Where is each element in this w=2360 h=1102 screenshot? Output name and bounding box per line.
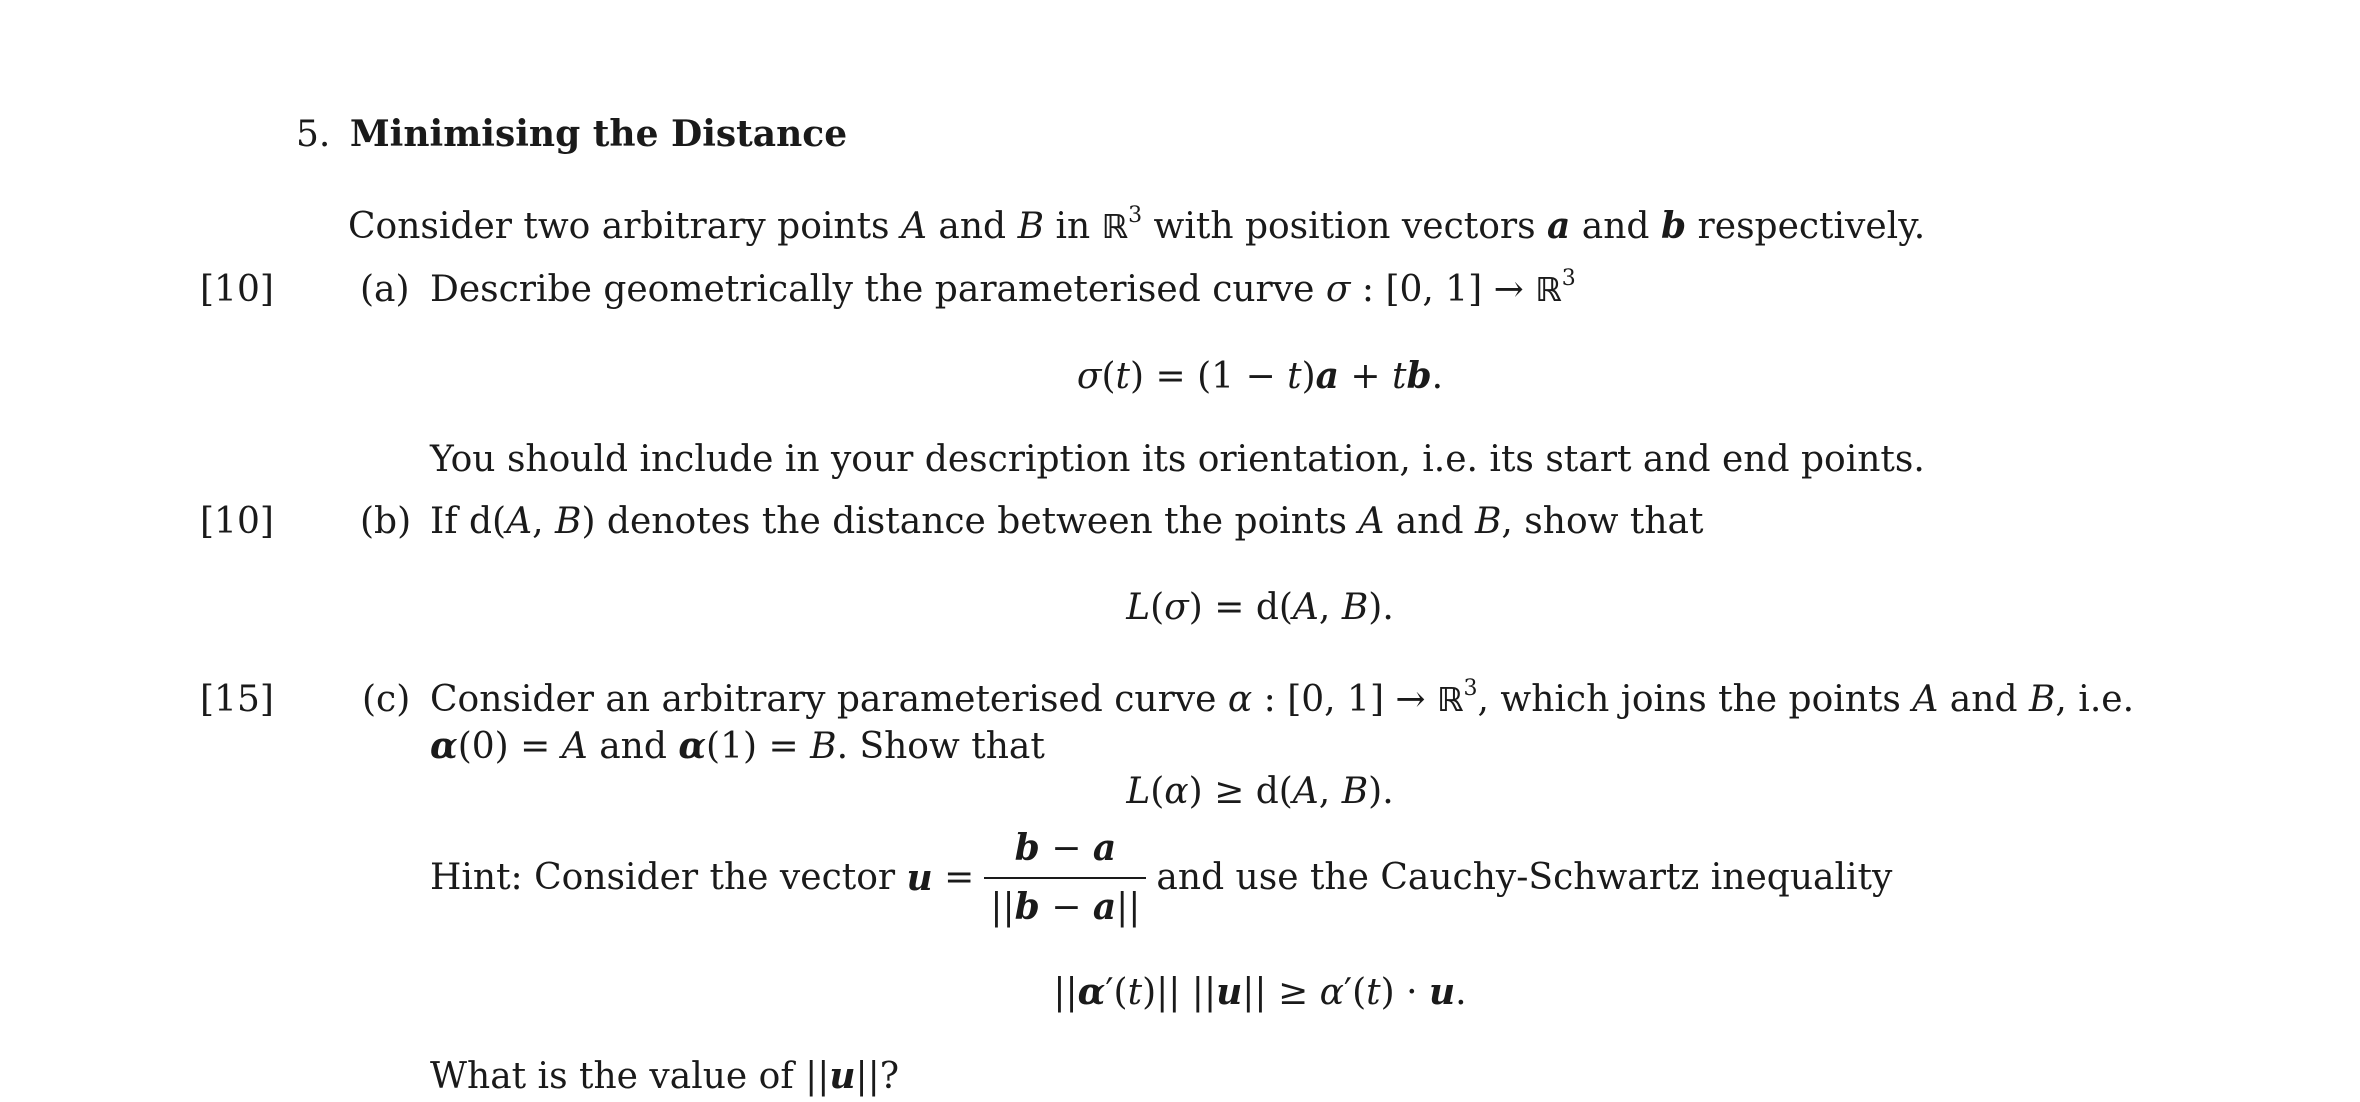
unit-vector-fraction [984, 827, 1146, 928]
part-c-equation-1: L(α) ≥ d(A, B). [1126, 771, 1394, 812]
part-c-line1: Consider an arbitrary parameterised curve α : [0, 1] → ℝ$^3$, which joins the points A and B, i.e. [430, 676, 2135, 720]
part-a-note: You should include in your description its orientation, i.e. its start and end points. [430, 439, 1925, 480]
part-c-equation-2: ||α′(t)|| ||u|| ≥ α′(t) · u. [1053, 971, 1467, 1013]
part-c-label: (c) [362, 679, 411, 720]
part-b-marks: [10] [200, 501, 274, 542]
part-c-question: What is the value of ||u||? [430, 1055, 900, 1097]
part-c-line2: α(0) = A and α(1) = B. Show that [430, 725, 1045, 767]
part-c-hint: Hint: Consider the vector u = $\frac{b - a}{||b - a||}$ and use the Cauchy-Schwartz inequality [430, 827, 1893, 928]
part-b-label: (b) [360, 501, 412, 542]
intro-text: Consider two arbitrary points A and B in ℝ$^3$ with position vectors a and b respectively. [348, 203, 1926, 247]
part-a-equation: σ(t) = (1 − t)a + tb. [1076, 355, 1444, 397]
question-number: 5. [296, 114, 331, 155]
part-a-label: (a) [360, 269, 410, 310]
part-b-text: If d(A, B) denotes the distance between the points A and B, show that [430, 501, 1704, 542]
fraction-denominator: ||b − a|| [990, 886, 1141, 928]
part-c-marks: [15] [200, 679, 274, 720]
fraction-numerator: b − a [984, 830, 1146, 879]
part-a-marks: [10] [200, 269, 274, 310]
question-heading [296, 113, 848, 155]
part-a-text: Describe geometrically the parameterised curve σ : [0, 1] → ℝ$^3$ [430, 266, 1576, 310]
part-b-equation: L(σ) = d(A, B). [1126, 587, 1394, 628]
question-title: Minimising the Distance [349, 113, 848, 155]
